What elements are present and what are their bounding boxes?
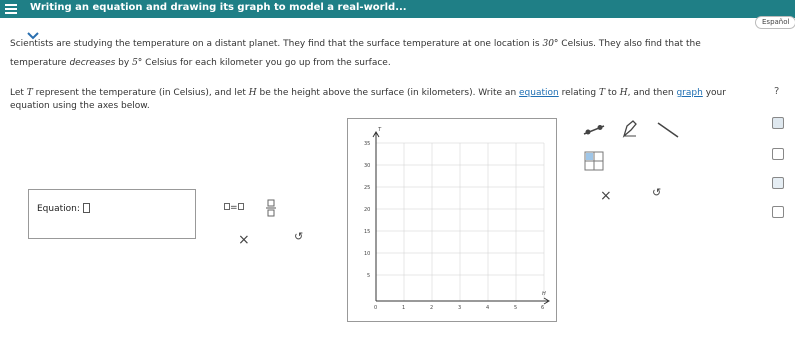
problem-line-3: Let T represent the temperature (in Celsius), and let H be the height above the surface (in kilometers). Write an equation relating T to H, and then graph your xyxy=(10,88,726,98)
y-axis-label: T xyxy=(378,127,382,133)
equation-link[interactable]: equation xyxy=(519,88,559,98)
x-tick-label: 0 xyxy=(374,305,378,311)
y-tick-label: 20 xyxy=(364,207,371,213)
problem-line-1: Scientists are studying the temperature on a distant planet. They find that the surface temperature at one location is 30° Celsius. They also find that the xyxy=(10,39,701,49)
y-tick-label: 35 xyxy=(364,141,371,147)
topic-title: Writing an equation and drawing its graph to model a real-world... xyxy=(30,2,407,13)
line-tool-icon[interactable] xyxy=(656,120,680,140)
problem-line-2: temperature decreases by 5° Celsius for each kilometer you go up from the surface. xyxy=(10,58,391,68)
language-button[interactable]: Español xyxy=(755,16,795,29)
x-axis-label: H xyxy=(542,291,546,297)
equation-clear-button[interactable]: × xyxy=(238,232,250,248)
equation-undo-button[interactable]: ↺ xyxy=(294,230,304,243)
grid-layout-icon[interactable] xyxy=(583,150,605,172)
y-tick-label: 10 xyxy=(364,251,371,257)
x-tick-label: 4 xyxy=(486,305,490,311)
x-tick-label: 2 xyxy=(430,305,434,311)
graph-panel[interactable] xyxy=(347,118,557,322)
x-tick-label: 1 xyxy=(402,305,406,311)
y-tick-label: 15 xyxy=(364,229,371,235)
message-icon[interactable] xyxy=(772,206,784,218)
y-tick-label: 5 xyxy=(367,273,371,279)
pencil-icon[interactable] xyxy=(620,118,640,140)
x-tick-label: 5 xyxy=(514,305,518,311)
point-tool-icon[interactable] xyxy=(582,120,606,140)
y-tick-label: 30 xyxy=(364,163,371,169)
equation-input-box[interactable] xyxy=(28,189,196,239)
fraction-template-button[interactable] xyxy=(266,199,276,217)
table-icon[interactable] xyxy=(772,148,784,160)
top-bar xyxy=(0,0,795,18)
font-size-icon[interactable] xyxy=(772,177,784,189)
hamburger-icon[interactable] xyxy=(5,2,17,14)
equals-template-button[interactable]: = xyxy=(224,203,244,213)
equation-label: Equation: xyxy=(37,203,90,214)
equation-input-cursor[interactable] xyxy=(83,203,90,213)
graph-link[interactable]: graph xyxy=(676,88,703,98)
x-tick-label: 3 xyxy=(458,305,462,311)
graph-clear-button[interactable]: × xyxy=(600,188,612,204)
coordinate-grid[interactable] xyxy=(348,119,558,323)
problem-line-4: equation using the axes below. xyxy=(10,101,150,111)
x-tick-label: 6 xyxy=(541,305,545,311)
y-tick-label: 25 xyxy=(364,185,371,191)
calculator-icon[interactable] xyxy=(772,117,784,129)
graph-undo-button[interactable]: ↺ xyxy=(652,186,662,199)
help-icon[interactable]: ? xyxy=(774,86,780,97)
